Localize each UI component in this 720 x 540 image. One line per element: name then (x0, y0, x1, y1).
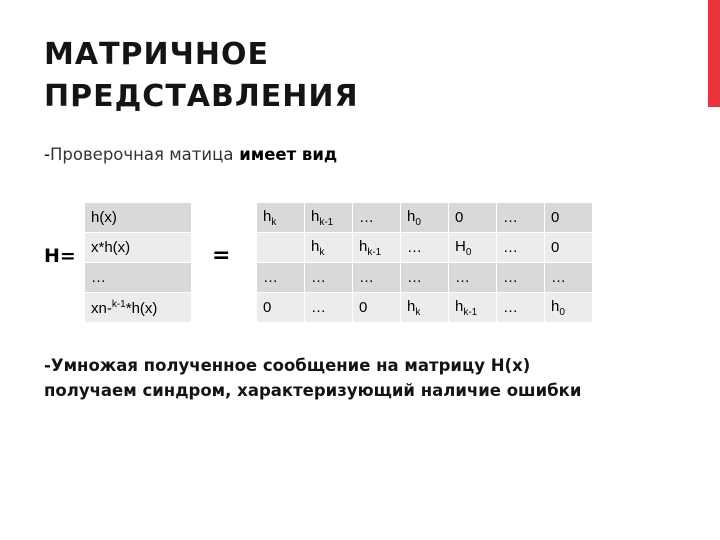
cell-subscript: k (319, 246, 325, 258)
matrix-cell (401, 233, 449, 263)
subtitle-rest: имеет вид (233, 145, 338, 164)
matrix-cell (497, 293, 545, 323)
subtitle-term: Проверочная матица (49, 145, 234, 164)
cell-base: h (359, 237, 368, 255)
cell-subscript: k (415, 306, 421, 318)
title-line-2: ПРЕДСТАВЛЕНИЯ (44, 79, 359, 114)
body-line-1: -Умножая полученное сообщение на матрицу H(x) (44, 356, 531, 375)
matrix-row (257, 293, 593, 323)
matrix-cell (353, 203, 401, 233)
cell-base: … (311, 269, 326, 286)
matrix-cell (545, 233, 593, 263)
cell-subscript: k-1 (463, 306, 478, 318)
subtitle (44, 145, 337, 164)
cell-base: … (407, 269, 422, 286)
cell-text: xn- (91, 299, 112, 317)
cell-base: … (263, 269, 278, 286)
matrix-cell (305, 263, 353, 293)
cell-base: h (407, 297, 416, 315)
cell-base: 0 (263, 299, 272, 316)
body-line-2: получаем синдром, характеризующий наличие ошибки (44, 381, 582, 400)
cell-subscript: k-1 (367, 246, 382, 258)
cell-subscript: 0 (559, 306, 565, 318)
table-cell (85, 293, 192, 323)
matrix-cell (401, 263, 449, 293)
cell-base: h (263, 207, 272, 225)
cell-subscript: 0 (415, 216, 421, 228)
matrix-cell (449, 263, 497, 293)
matrix-cell (449, 203, 497, 233)
cell-base: 0 (455, 209, 464, 226)
cell-sup: k-1 (111, 298, 126, 310)
matrix-cell (497, 233, 545, 263)
cell-base: … (311, 299, 326, 316)
cell-base: … (503, 269, 518, 286)
cell-base: h (551, 297, 560, 315)
cell-subscript: k (271, 216, 277, 228)
cell-base: … (359, 269, 374, 286)
matrix-cell (497, 263, 545, 293)
table-cell: … (85, 263, 192, 293)
polynomial-table (84, 202, 192, 323)
matrix-cell (353, 293, 401, 323)
table-row (85, 233, 192, 263)
cell-subscript: k-1 (319, 216, 334, 228)
h-equals-label: H= (44, 245, 76, 267)
matrix-row (257, 233, 593, 263)
cell-base: … (551, 269, 566, 286)
cell-base: … (503, 209, 518, 226)
subtitle-dash: - (44, 145, 50, 164)
cell-base: h (455, 297, 464, 315)
cell-base: 0 (551, 239, 560, 256)
cell-subscript: 0 (465, 246, 472, 258)
matrix-cell (545, 203, 593, 233)
table-cell: h(x) (85, 203, 192, 233)
matrix-cell (401, 203, 449, 233)
matrix-cell (257, 203, 305, 233)
matrix-row (257, 203, 593, 233)
matrix-cell (545, 293, 593, 323)
page-title (44, 34, 359, 118)
cell-base: 0 (551, 209, 560, 226)
title-line-1: МАТРИЧНОЕ (44, 37, 269, 72)
matrix-cell (497, 203, 545, 233)
matrix-cell (449, 233, 497, 263)
accent-bar (708, 0, 720, 107)
table-row (85, 293, 192, 323)
body-text (44, 353, 581, 403)
table-row (85, 203, 192, 233)
equals-sign: = (212, 243, 231, 268)
matrix-cell (257, 263, 305, 293)
cell-base: … (503, 239, 518, 256)
cell-text: *h(x) (125, 299, 158, 317)
cell-base: 0 (359, 299, 368, 316)
matrix-cell (305, 203, 353, 233)
matrix-cell (353, 233, 401, 263)
matrix-cell (401, 293, 449, 323)
matrix-cell (257, 293, 305, 323)
cell-base: … (359, 209, 374, 226)
cell-base: … (455, 269, 470, 286)
cell-base: h (311, 207, 320, 225)
matrix-cell (305, 293, 353, 323)
matrix-cell (305, 233, 353, 263)
matrix-cell (545, 263, 593, 293)
matrix-cell (449, 293, 497, 323)
table-cell: x*h(x) (85, 233, 192, 263)
cell-base: h (311, 237, 320, 255)
matrix-cell (353, 263, 401, 293)
cell-base: H (455, 237, 466, 255)
table-row (85, 263, 192, 293)
coefficient-matrix (256, 202, 593, 323)
matrix-row (257, 263, 593, 293)
cell-base: h (407, 207, 416, 225)
cell-base: … (407, 239, 422, 256)
matrix-cell (257, 233, 305, 263)
cell-base: … (503, 299, 518, 316)
